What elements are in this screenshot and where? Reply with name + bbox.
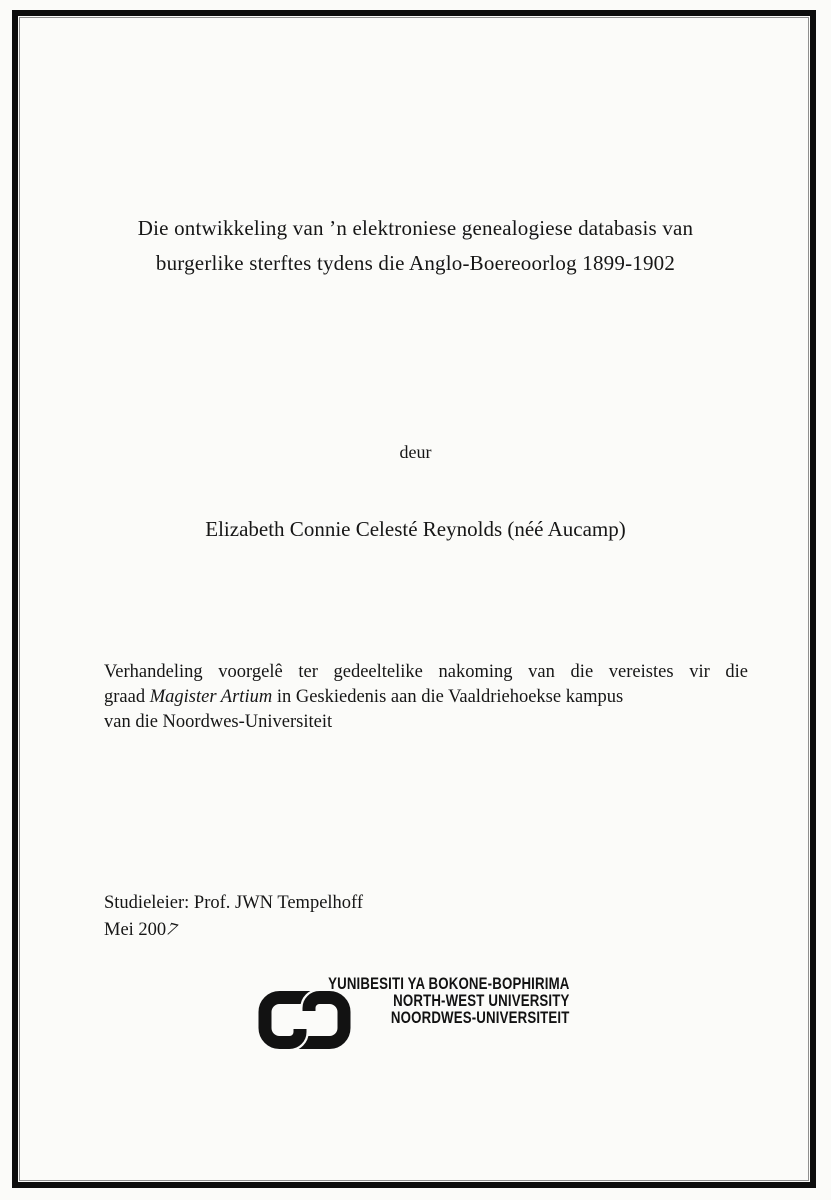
date-last-digit: 7	[163, 919, 181, 941]
logo-text-english: NORTH-WEST UNIVERSITY	[393, 991, 570, 1010]
author-name: Elizabeth Connie Celesté Reynolds (néé Aucamp)	[205, 517, 626, 541]
supervisor-line: Studieleier: Prof. JWN Tempelhoff	[104, 893, 364, 913]
degree-name: Magister Artium	[149, 687, 273, 707]
date-line	[104, 918, 181, 942]
byline-deur: deur	[399, 442, 432, 462]
statement-line-2	[104, 685, 748, 710]
statement-line-2-prefix: graad	[104, 687, 150, 707]
thesis-title-line-2: burgerlike sterftes tydens die Anglo-Boereoorlog 1899-1902	[155, 251, 676, 275]
thesis-title-line-1: Die ontwikkeling van ’n elektroniese genealogiese databasis van	[137, 216, 694, 240]
nwu-logo-text	[329, 975, 570, 1026]
statement-line-3: van die Noordwes-Universiteit	[104, 712, 333, 732]
thesis-statement	[104, 660, 748, 735]
date-prefix: Mei 200	[104, 920, 167, 940]
logo-text-afrikaans: NOORDWES-UNIVERSITEIT	[391, 1008, 570, 1027]
thesis-title	[0, 211, 831, 281]
logo-text-setswana: YUNIBESITI YA BOKONE-BOPHIRIMA	[328, 974, 570, 993]
statement-line-2-suffix: in Geskiedenis aan die Vaaldriehoekse kampus	[272, 687, 624, 707]
statement-line-1: Verhandeling voorgelê ter gedeeltelike nakoming van die vereistes vir die	[104, 662, 748, 682]
